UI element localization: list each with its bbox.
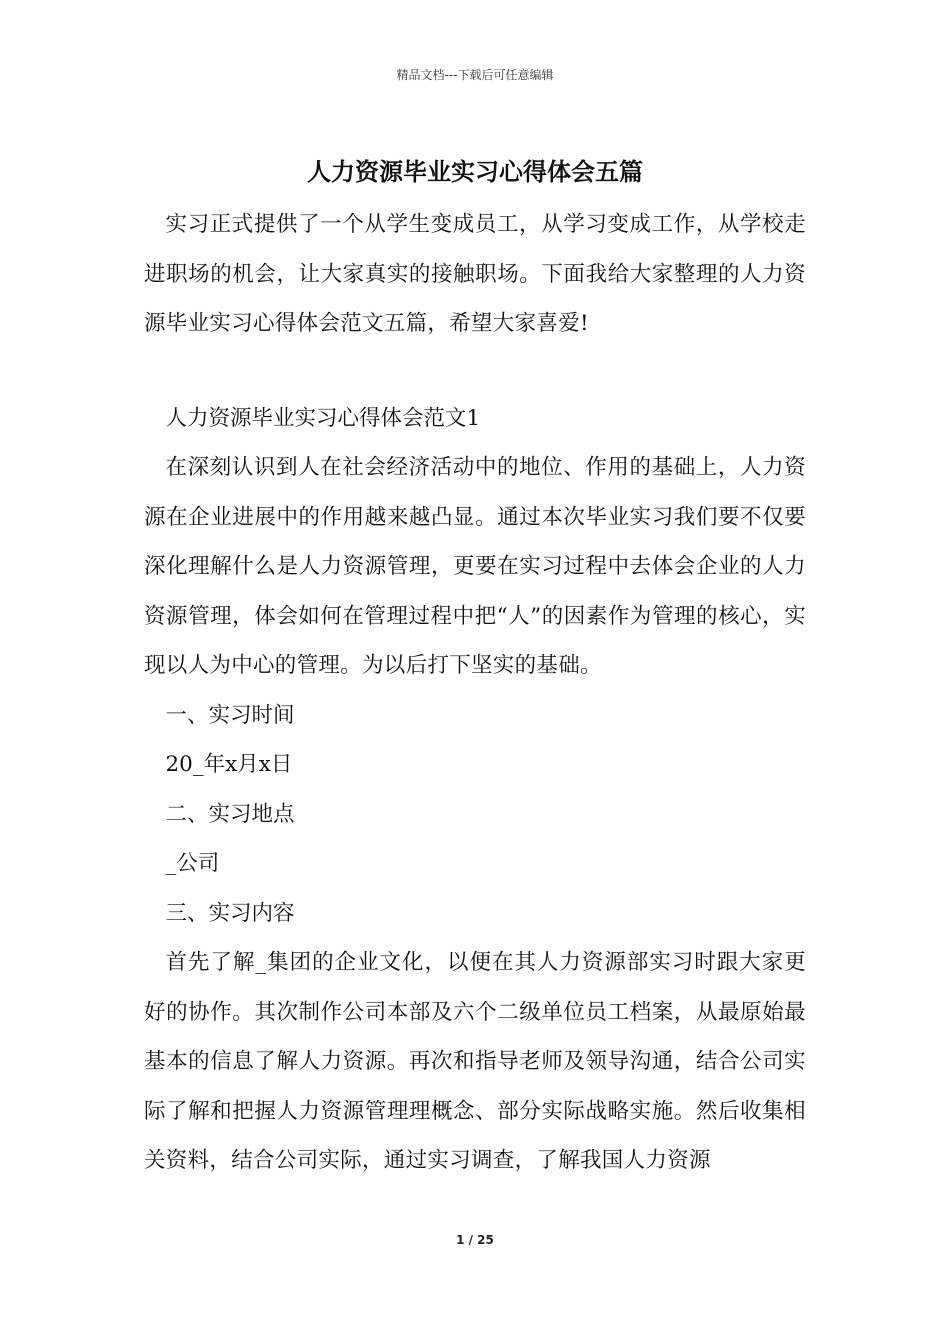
page-indicator: 1 / 25	[456, 1233, 494, 1247]
item-heading: 二、实习地点	[165, 801, 295, 827]
body-paragraph: 首先了解_集团的企业文化，以便在其人力资源部实习时跟大家更好的协作。其次制作公司本部及六个二级单位员工档案，从最原始最基本的信息了解人力资源。再次和指导老师及领导沟通，结合公司实际了解和把握人力资源管理理概念、部分实际战略实施。然后收集相关资料，结合公司实际，通过实习调查，了解我国人力资源	[144, 950, 806, 1173]
body-paragraph: 在深刻认识到人在社会经济活动中的地位、作用的基础上，人力资源在企业进展中的作用越来越凸显。通过本次毕业实习我们要不仅要深化理解什么是人力资源管理，更要在实习过程中去体会企业的人力资源管理，体会如何在管理过程中把“人”的因素作为管理的核心，实现以人为中心的管理。为以后打下坚实的基础。	[144, 455, 806, 678]
document-body	[144, 200, 806, 1186]
item-value: _公司	[165, 851, 220, 876]
item-value: 20_年x月x日	[165, 752, 293, 777]
intro-paragraph: 实习正式提供了一个从学生变成员工，从学习变成工作，从学校走进职场的机会，让大家真实的接触职场。下面我给大家整理的人力资源毕业实习心得体会范文五篇，希望大家喜爱!	[144, 212, 806, 336]
blank-line	[144, 349, 806, 394]
item-heading: 三、实习内容	[165, 900, 295, 926]
document-title: 人力资源毕业实习心得体会五篇	[307, 158, 643, 186]
header-note: 精品文档---下载后可任意编辑	[396, 68, 554, 82]
section-heading: 人力资源毕业实习心得体会范文1	[165, 405, 481, 431]
item-heading: 一、实习时间	[165, 702, 295, 728]
